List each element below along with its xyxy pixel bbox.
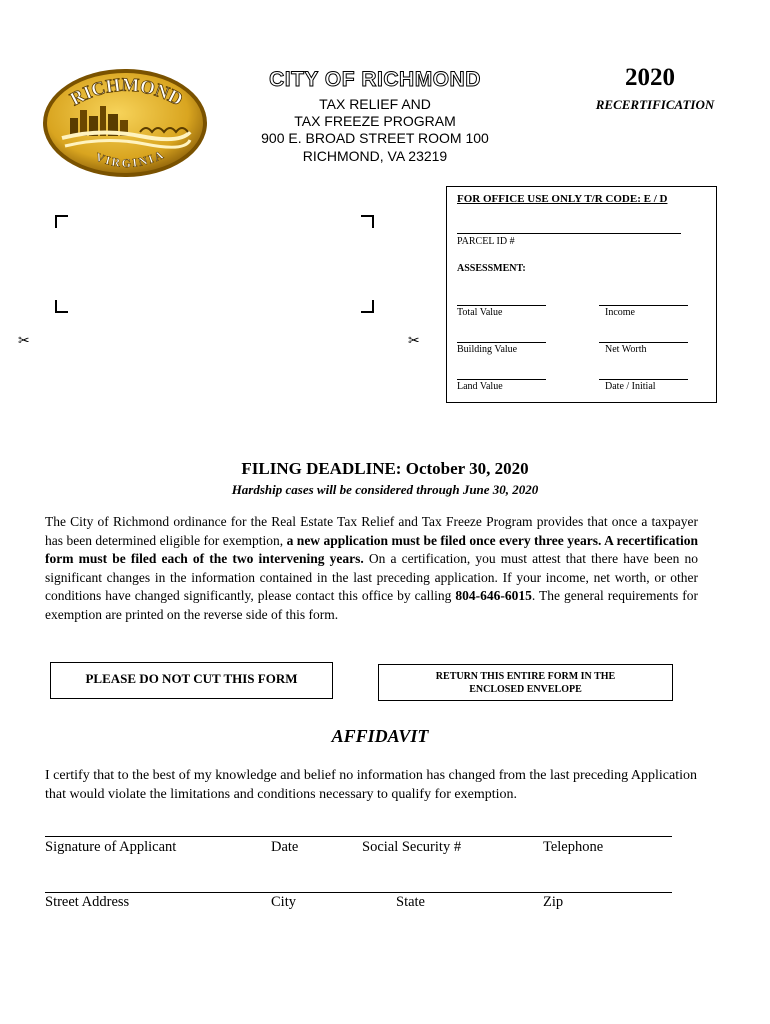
- city-label: City: [271, 894, 296, 910]
- total-value-label: Total Value: [457, 307, 503, 318]
- form-type: RECERTIFICATION: [595, 97, 715, 112]
- land-value-line: [457, 379, 546, 380]
- net-worth-line: [599, 342, 688, 343]
- address-window-corner-top-right: [361, 215, 374, 228]
- address-line[interactable]: [45, 892, 672, 893]
- affidavit-text: I certify that to the best of my knowledge and belief no information has changed from the last preceding Application that would violate the limitations and conditions necessary to qualify for exemption.: [45, 768, 697, 802]
- address-window-corner-bottom-left: [55, 300, 68, 313]
- income-label: Income: [605, 307, 635, 318]
- program-description: [45, 513, 698, 625]
- seal-top-text: RICHMOND: [66, 74, 186, 111]
- street-address-label: Street Address: [45, 894, 130, 910]
- do-not-cut-notice: PLEASE DO NOT CUT THIS FORM: [50, 662, 333, 699]
- signature-label: Signature of Applicant: [45, 839, 177, 855]
- return-notice-line-1: RETURN THIS ENTIRE FORM IN THE: [435, 671, 616, 682]
- date-initial-line: [599, 379, 688, 380]
- zip-label: Zip: [543, 894, 564, 910]
- address-window-corner-bottom-right: [361, 300, 374, 313]
- header-line-1: TAX RELIEF AND: [319, 96, 431, 112]
- scissors-icon: ✂: [18, 334, 30, 349]
- header-line-4: RICHMOND, VA 23219: [302, 148, 448, 164]
- affidavit-title: AFFIDAVIT: [331, 726, 429, 746]
- land-value-label: Land Value: [457, 381, 503, 392]
- form-year: 2020: [625, 64, 675, 91]
- scissors-icon: ✂: [408, 334, 420, 349]
- date-initial-label: Date / Initial: [605, 381, 656, 392]
- total-value-line: [457, 305, 546, 306]
- building-value-label: Building Value: [457, 344, 518, 355]
- city-title: CITY OF RICHMOND: [269, 68, 481, 91]
- office-use-box: [446, 186, 717, 403]
- income-line: [599, 305, 688, 306]
- signature-line[interactable]: [45, 836, 672, 837]
- ssn-label: Social Security #: [362, 839, 462, 855]
- net-worth-label: Net Worth: [605, 344, 647, 355]
- state-label: State: [396, 894, 425, 910]
- date-label: Date: [271, 839, 299, 855]
- header-line-2: TAX FREEZE PROGRAM: [294, 113, 456, 129]
- building-value-line: [457, 342, 546, 343]
- seal-bottom-text: VIRGINIA: [93, 146, 168, 171]
- return-notice-line-2: ENCLOSED ENVELOPE: [469, 684, 582, 695]
- office-use-title: FOR OFFICE USE ONLY T/R CODE: E / D: [457, 193, 668, 205]
- address-window-corner-top-left: [55, 215, 68, 228]
- office-phone: 804-646-6015: [455, 588, 532, 604]
- filing-deadline: FILING DEADLINE: October 30, 2020: [241, 459, 529, 478]
- hardship-note: Hardship cases will be considered through June 30, 2020: [231, 482, 539, 497]
- return-form-notice: [378, 664, 673, 701]
- parcel-id-label: PARCEL ID #: [457, 236, 515, 247]
- header-line-3: 900 E. BROAD STREET ROOM 100: [261, 130, 489, 146]
- description-text: . The general requirements for exemption are printed on the reverse side of this form.: [45, 588, 698, 622]
- description-bold-text: a new application must be filed once every three years. A recertification form must be filed each of the two intervening years.: [45, 532, 699, 567]
- telephone-label: Telephone: [543, 839, 604, 855]
- city-seal-logo: [40, 66, 210, 181]
- parcel-id-line: [457, 233, 681, 234]
- assessment-label: ASSESSMENT:: [457, 263, 526, 274]
- description-text: On a certification, you must attest that there have been no significant changes in the information contained in the last preceding application. If your income, net worth, or other conditions have changed significantly, please contact this office by calling: [45, 551, 699, 604]
- description-text: The City of Richmond ordinance for the Real Estate Tax Relief and Tax Freeze Program provides that once a taxpayer has been determined eligible for exemption,: [45, 514, 698, 548]
